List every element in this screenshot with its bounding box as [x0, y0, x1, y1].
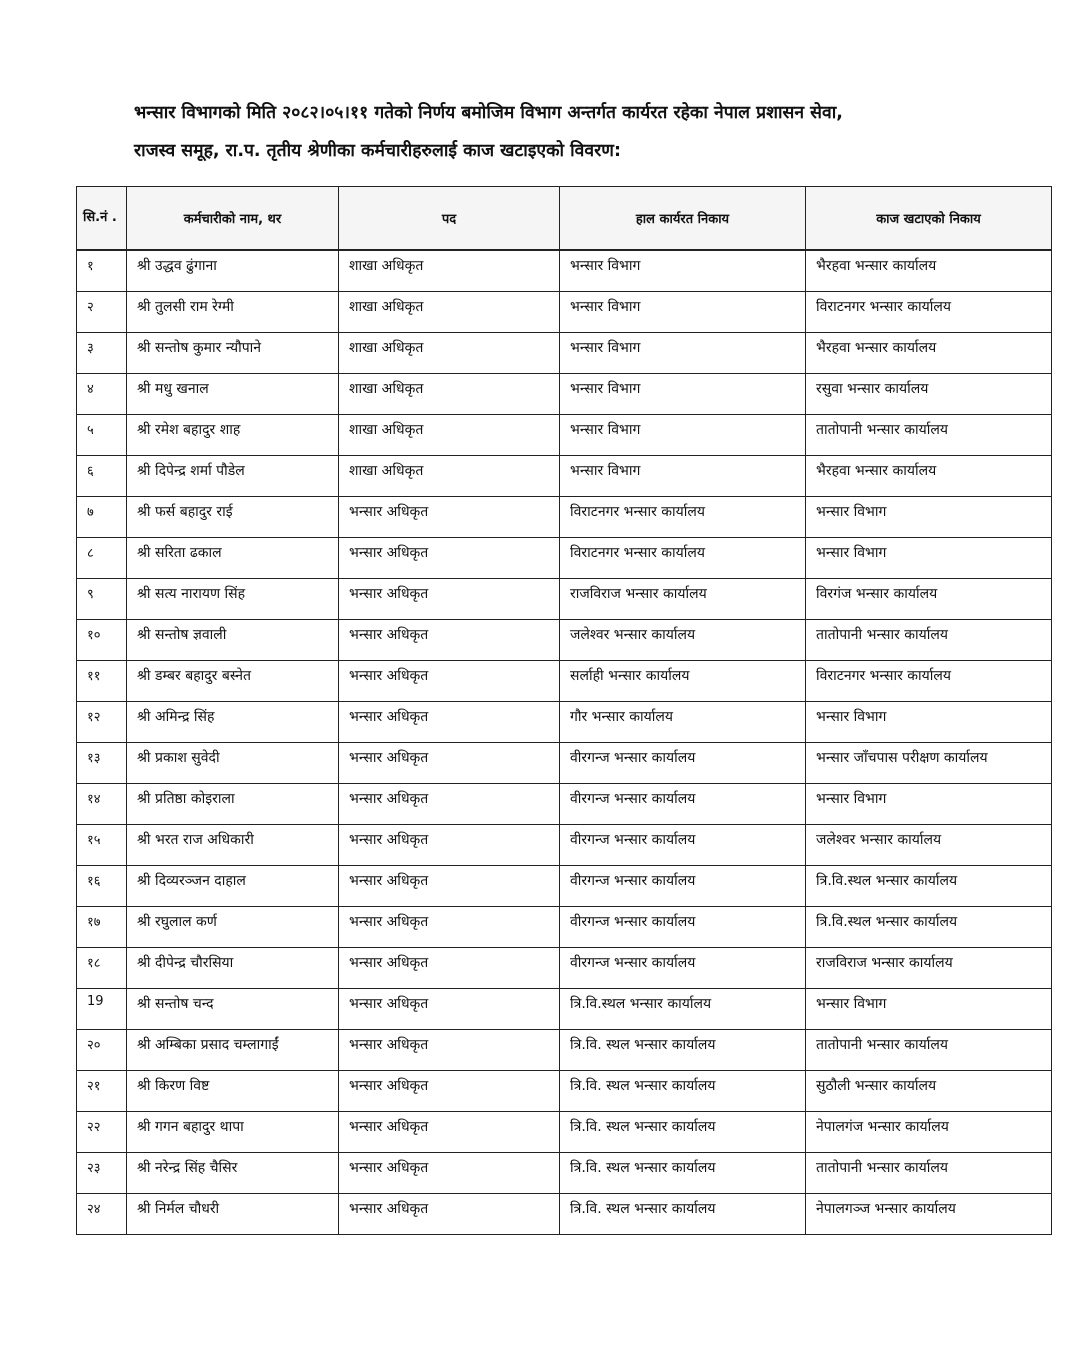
cell-post: शाखा अधिकृत: [339, 291, 560, 332]
table-row: [77, 291, 1052, 332]
cell-serial-number: १: [77, 250, 127, 291]
cell-post: भन्सार अधिकृत: [339, 1070, 560, 1111]
heading-line-1: भन्सार विभागको मिति २०८२।०५।११ गतेको निर्णय बमोजिम विभाग अन्तर्गत कार्यरत रहेका नेपाल प्रशासन सेवा,: [134, 103, 843, 123]
cell-employee-name: श्री सत्य नारायण सिंह: [127, 578, 339, 619]
cell-current-office: त्रि.वि.स्थल भन्सार कार्यालय: [560, 988, 806, 1029]
cell-deputed-office: नेपालगञ्ज भन्सार कार्यालय: [806, 1193, 1052, 1234]
cell-serial-number: २३: [77, 1152, 127, 1193]
cell-current-office: त्रि.वि. स्थल भन्सार कार्यालय: [560, 1152, 806, 1193]
cell-deputed-office: तातोपानी भन्सार कार्यालय: [806, 1029, 1052, 1070]
cell-serial-number: २: [77, 291, 127, 332]
cell-employee-name: श्री दिव्यरञ्जन दाहाल: [127, 865, 339, 906]
cell-current-office: त्रि.वि. स्थल भन्सार कार्यालय: [560, 1070, 806, 1111]
header-employee-name: कर्मचारीको नाम, थर: [127, 187, 339, 251]
cell-post: भन्सार अधिकृत: [339, 701, 560, 742]
cell-employee-name: श्री डम्बर बहादुर बस्नेत: [127, 660, 339, 701]
cell-serial-number: २०: [77, 1029, 127, 1070]
cell-deputed-office: भन्सार विभाग: [806, 496, 1052, 537]
cell-deputed-office: सुठौली भन्सार कार्यालय: [806, 1070, 1052, 1111]
cell-serial-number: ५: [77, 414, 127, 455]
table-row: [77, 537, 1052, 578]
header-current-office: हाल कार्यरत निकाय: [560, 187, 806, 251]
cell-deputed-office: तातोपानी भन्सार कार्यालय: [806, 619, 1052, 660]
cell-serial-number: १७: [77, 906, 127, 947]
cell-employee-name: श्री प्रकाश सुवेदी: [127, 742, 339, 783]
table-row: [77, 1029, 1052, 1070]
cell-current-office: जलेश्वर भन्सार कार्यालय: [560, 619, 806, 660]
table-body: [77, 250, 1052, 1234]
table-row: [77, 1111, 1052, 1152]
cell-serial-number: २२: [77, 1111, 127, 1152]
cell-deputed-office: रसुवा भन्सार कार्यालय: [806, 373, 1052, 414]
cell-current-office: भन्सार विभाग: [560, 332, 806, 373]
cell-employee-name: श्री अमिन्द्र सिंह: [127, 701, 339, 742]
table-row: [77, 824, 1052, 865]
document-heading: [134, 94, 1014, 170]
cell-deputed-office: त्रि.वि.स्थल भन्सार कार्यालय: [806, 865, 1052, 906]
cell-post: शाखा अधिकृत: [339, 414, 560, 455]
cell-serial-number: ८: [77, 537, 127, 578]
cell-post: भन्सार अधिकृत: [339, 865, 560, 906]
header-post: पद: [339, 187, 560, 251]
cell-serial-number: १५: [77, 824, 127, 865]
cell-current-office: गौर भन्सार कार्यालय: [560, 701, 806, 742]
table-row: [77, 742, 1052, 783]
cell-serial-number: ६: [77, 455, 127, 496]
cell-current-office: त्रि.वि. स्थल भन्सार कार्यालय: [560, 1111, 806, 1152]
cell-employee-name: श्री दिपेन्द्र शर्मा पौडेल: [127, 455, 339, 496]
cell-current-office: विराटनगर भन्सार कार्यालय: [560, 496, 806, 537]
cell-employee-name: श्री तुलसी राम रेग्मी: [127, 291, 339, 332]
cell-employee-name: श्री किरण विष्ट: [127, 1070, 339, 1111]
cell-current-office: वीरगन्ज भन्सार कार्यालय: [560, 824, 806, 865]
cell-post: भन्सार अधिकृत: [339, 1111, 560, 1152]
cell-employee-name: श्री दीपेन्द्र चौरसिया: [127, 947, 339, 988]
cell-post: भन्सार अधिकृत: [339, 783, 560, 824]
cell-serial-number: १८: [77, 947, 127, 988]
cell-serial-number: 19: [77, 988, 127, 1029]
cell-deputed-office: तातोपानी भन्सार कार्यालय: [806, 1152, 1052, 1193]
cell-current-office: वीरगन्ज भन्सार कार्यालय: [560, 947, 806, 988]
deputation-table: [76, 186, 1052, 1235]
cell-employee-name: श्री प्रतिष्ठा कोइराला: [127, 783, 339, 824]
table-header: [77, 187, 1052, 251]
cell-serial-number: १४: [77, 783, 127, 824]
cell-serial-number: ३: [77, 332, 127, 373]
cell-deputed-office: भैरहवा भन्सार कार्यालय: [806, 455, 1052, 496]
cell-current-office: वीरगन्ज भन्सार कार्यालय: [560, 783, 806, 824]
cell-employee-name: श्री अम्बिका प्रसाद चम्लागाईं: [127, 1029, 339, 1070]
cell-employee-name: श्री रमेश बहादुर शाह: [127, 414, 339, 455]
cell-serial-number: ७: [77, 496, 127, 537]
cell-deputed-office: नेपालगंज भन्सार कार्यालय: [806, 1111, 1052, 1152]
table-row: [77, 988, 1052, 1029]
table-row: [77, 1152, 1052, 1193]
cell-post: शाखा अधिकृत: [339, 250, 560, 291]
cell-deputed-office: भैरहवा भन्सार कार्यालय: [806, 250, 1052, 291]
cell-current-office: भन्सार विभाग: [560, 373, 806, 414]
cell-employee-name: श्री मधु खनाल: [127, 373, 339, 414]
cell-serial-number: २१: [77, 1070, 127, 1111]
table-row: [77, 250, 1052, 291]
table-row: [77, 1193, 1052, 1234]
cell-post: भन्सार अधिकृत: [339, 742, 560, 783]
table-row: [77, 947, 1052, 988]
cell-post: भन्सार अधिकृत: [339, 824, 560, 865]
cell-post: भन्सार अधिकृत: [339, 578, 560, 619]
cell-serial-number: १०: [77, 619, 127, 660]
cell-post: भन्सार अधिकृत: [339, 1193, 560, 1234]
cell-post: शाखा अधिकृत: [339, 373, 560, 414]
cell-deputed-office: भैरहवा भन्सार कार्यालय: [806, 332, 1052, 373]
cell-employee-name: श्री गगन बहादुर थापा: [127, 1111, 339, 1152]
table-row: [77, 414, 1052, 455]
cell-post: भन्सार अधिकृत: [339, 660, 560, 701]
cell-deputed-office: विराटनगर भन्सार कार्यालय: [806, 291, 1052, 332]
cell-post: भन्सार अधिकृत: [339, 619, 560, 660]
cell-serial-number: १२: [77, 701, 127, 742]
cell-current-office: त्रि.वि. स्थल भन्सार कार्यालय: [560, 1193, 806, 1234]
cell-current-office: वीरगन्ज भन्सार कार्यालय: [560, 865, 806, 906]
header-deputed-office: काज खटाएको निकाय: [806, 187, 1052, 251]
cell-current-office: वीरगन्ज भन्सार कार्यालय: [560, 906, 806, 947]
table-row: [77, 783, 1052, 824]
cell-deputed-office: जलेश्वर भन्सार कार्यालय: [806, 824, 1052, 865]
cell-current-office: विराटनगर भन्सार कार्यालय: [560, 537, 806, 578]
cell-post: भन्सार अधिकृत: [339, 496, 560, 537]
table-row: [77, 619, 1052, 660]
cell-deputed-office: तातोपानी भन्सार कार्यालय: [806, 414, 1052, 455]
cell-employee-name: श्री सन्तोष कुमार न्यौपाने: [127, 332, 339, 373]
table-row: [77, 1070, 1052, 1111]
cell-post: भन्सार अधिकृत: [339, 537, 560, 578]
cell-post: भन्सार अधिकृत: [339, 1152, 560, 1193]
table-row: [77, 906, 1052, 947]
cell-employee-name: श्री नरेन्द्र सिंह चैसिर: [127, 1152, 339, 1193]
cell-deputed-office: भन्सार विभाग: [806, 701, 1052, 742]
cell-deputed-office: राजविराज भन्सार कार्यालय: [806, 947, 1052, 988]
cell-current-office: भन्सार विभाग: [560, 291, 806, 332]
cell-employee-name: श्री फर्स बहादुर राई: [127, 496, 339, 537]
table-row: [77, 865, 1052, 906]
cell-deputed-office: भन्सार विभाग: [806, 537, 1052, 578]
table-row: [77, 373, 1052, 414]
table-row: [77, 701, 1052, 742]
cell-serial-number: १३: [77, 742, 127, 783]
cell-post: भन्सार अधिकृत: [339, 947, 560, 988]
cell-current-office: भन्सार विभाग: [560, 414, 806, 455]
cell-post: भन्सार अधिकृत: [339, 1029, 560, 1070]
cell-current-office: राजविराज भन्सार कार्यालय: [560, 578, 806, 619]
table-row: [77, 332, 1052, 373]
table-row: [77, 578, 1052, 619]
table-row: [77, 496, 1052, 537]
cell-post: शाखा अधिकृत: [339, 332, 560, 373]
table-row: [77, 455, 1052, 496]
cell-deputed-office: भन्सार विभाग: [806, 988, 1052, 1029]
cell-employee-name: श्री रघुलाल कर्ण: [127, 906, 339, 947]
heading-line-2: राजस्व समूह, रा.प. तृतीय श्रेणीका कर्मचारीहरुलाई काज खटाइएको विवरण:: [134, 141, 621, 161]
cell-deputed-office: विरगंज भन्सार कार्यालय: [806, 578, 1052, 619]
cell-post: शाखा अधिकृत: [339, 455, 560, 496]
cell-current-office: सर्लाही भन्सार कार्यालय: [560, 660, 806, 701]
cell-current-office: भन्सार विभाग: [560, 250, 806, 291]
cell-serial-number: ९: [77, 578, 127, 619]
cell-employee-name: श्री उद्धव ढुंगाना: [127, 250, 339, 291]
cell-deputed-office: भन्सार जाँचपास परीक्षण कार्यालय: [806, 742, 1052, 783]
cell-serial-number: २४: [77, 1193, 127, 1234]
cell-deputed-office: भन्सार विभाग: [806, 783, 1052, 824]
cell-employee-name: श्री निर्मल चौधरी: [127, 1193, 339, 1234]
cell-post: भन्सार अधिकृत: [339, 988, 560, 1029]
cell-employee-name: श्री सन्तोष ज्ञवाली: [127, 619, 339, 660]
cell-serial-number: ११: [77, 660, 127, 701]
header-serial-number: सि.नं .: [77, 187, 127, 251]
table-row: [77, 660, 1052, 701]
header-row: [77, 187, 1052, 251]
cell-employee-name: श्री भरत राज अधिकारी: [127, 824, 339, 865]
cell-employee-name: श्री सन्तोष चन्द: [127, 988, 339, 1029]
cell-deputed-office: त्रि.वि.स्थल भन्सार कार्यालय: [806, 906, 1052, 947]
cell-current-office: वीरगन्ज भन्सार कार्यालय: [560, 742, 806, 783]
cell-current-office: त्रि.वि. स्थल भन्सार कार्यालय: [560, 1029, 806, 1070]
cell-serial-number: १६: [77, 865, 127, 906]
cell-post: भन्सार अधिकृत: [339, 906, 560, 947]
cell-employee-name: श्री सरिता ढकाल: [127, 537, 339, 578]
cell-current-office: भन्सार विभाग: [560, 455, 806, 496]
cell-deputed-office: विराटनगर भन्सार कार्यालय: [806, 660, 1052, 701]
cell-serial-number: ४: [77, 373, 127, 414]
